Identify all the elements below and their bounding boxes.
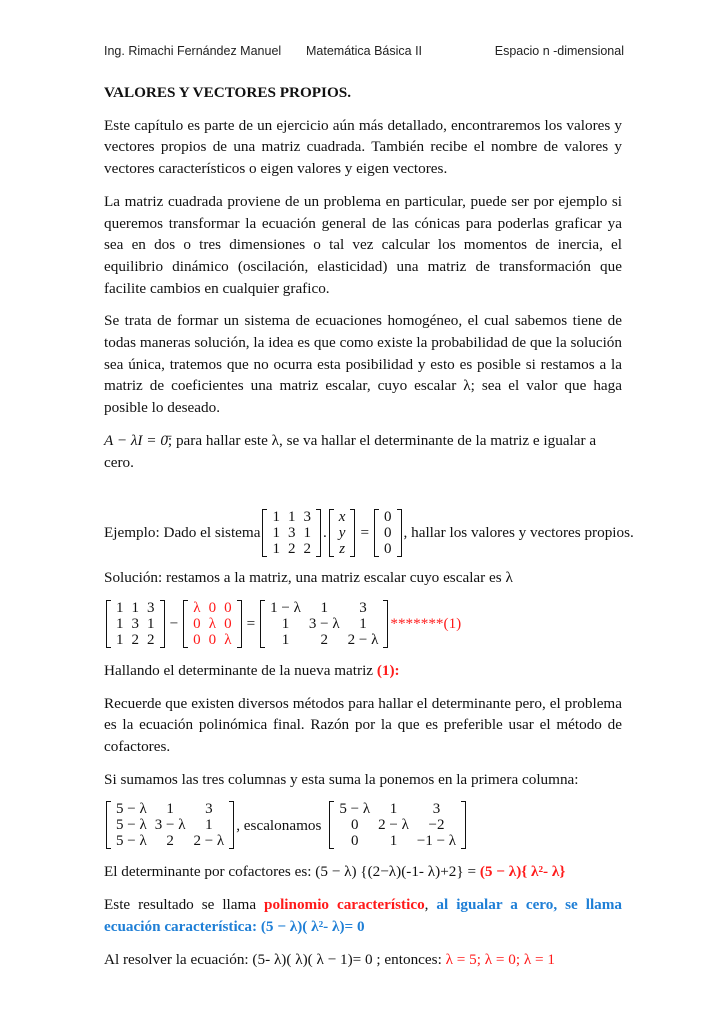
echelon-row <box>104 801 622 849</box>
characteristic-equation-text: al igualar a cero, se llama ecuación característica: (5 − λ)( λ²- λ)= 0 <box>104 896 622 935</box>
example-row <box>104 509 634 558</box>
characteristic-paragraph: Este resultado se llama polinomio característico, al igualar a cero, se llama ecuación característica: (5 − λ)( λ²- λ)= 0 <box>104 896 622 935</box>
paragraph-homogeneous: Se trata de formar un sistema de ecuaciones homogéneo, el cual sabemos tiene de todas maneras solución, la idea es que como existe la probabilidad de que la solución sea única, tratemos que no ocurra esta posibilidad y esto es posible si restamos a la matriz de coeficientes una matriz escalar, cuyo escalar λ; sea el valor que haga posible lo deseado. <box>104 312 622 417</box>
paragraph-origin: La matriz cuadrada proviene de un problema en particular, puede ser por ejemplo si queremos transformar la ecuación general de las cónicas para poderlas graficar ya sea en dos o tres dimensiones o tal vez calcular los momentos de inercia, el equilibrio dinámico (oscilación, elasticidad) una matriz de transformación que facilite cambios en cualquier grafico. <box>104 192 622 297</box>
header-author: Ing. Rimachi Fernández Manuel <box>104 44 282 58</box>
escalonamos-text: , escalonamos <box>236 816 322 834</box>
matrix-a-minus-lambda: 1 − λ 1 3 1 3 − λ 1 1 2 2 − λ <box>260 600 388 648</box>
characteristic-polynomial-term: polinomio característico <box>264 896 425 914</box>
section-title: VALORES Y VECTORES PROPIOS. <box>104 84 352 101</box>
example-suffix: , hallar los valores y vectores propios. <box>403 524 634 542</box>
solve-line: Al resolver la ecuación: (5- λ)( λ)( λ − 1)= 0 ; entonces: λ = 5; λ = 0; λ = 1 <box>104 950 555 968</box>
cofactor-result: (5 − λ){ λ²- λ} <box>479 863 566 881</box>
cofactor-line: El determinante por cofactores es: (5 − λ) {(2−λ)(-1- λ)+2} = (5 − λ){ λ²- λ} <box>104 863 566 881</box>
equals-sign: = <box>360 524 370 542</box>
equation-reference: (1): <box>376 661 400 679</box>
vector-xyz: x y z <box>329 509 356 557</box>
subtraction-row <box>104 600 622 648</box>
equation-marker: *******(1) <box>390 615 462 633</box>
example-prefix: Ejemplo: Dado el sistema <box>104 524 261 542</box>
equals-sign: = <box>246 615 256 633</box>
minus-sign: − <box>169 615 179 633</box>
eigenvalues: λ = 5; λ = 0; λ = 1 <box>445 950 555 968</box>
matrix-column-sum: 5 − λ 1 3 5 − λ 3 − λ 1 5 − λ 2 2 − λ <box>106 801 234 849</box>
document-body <box>104 82 634 981</box>
matrix-lambda-identity: λ 0 0 0 λ 0 0 0 λ <box>183 600 242 648</box>
paragraph-column-sum: Si sumamos las tres columnas y esta suma la ponemos en la primera columna: <box>104 770 579 788</box>
page-header <box>104 44 624 60</box>
matrix-echelon: 5 − λ 1 3 0 2 − λ −2 0 1 −1 − λ <box>329 801 466 849</box>
paragraph-formula <box>104 430 622 473</box>
vector-zero: 0 0 0 <box>374 509 402 557</box>
header-course: Matemática Básica II <box>306 44 423 58</box>
formula-a-lambda-i: A − λI = 0̄ <box>104 431 168 449</box>
dot-operator: . <box>322 524 327 542</box>
determinant-heading: Hallando el determinante de la nueva matriz (1): <box>104 661 400 679</box>
solution-text: Solución: restamos a la matriz, una matriz escalar cuyo escalar es λ <box>104 569 513 587</box>
matrix-a-copy: 1 1 3 1 3 1 1 2 2 <box>106 600 165 648</box>
header-topic: Espacio n -dimensional <box>494 44 624 58</box>
paragraph-intro: Este capítulo es parte de un ejercicio aún más detallado, encontraremos los valores y vectores propios de una matriz cuadrada. También recibe el nombre de valores y vectores característicos o eigen valores y eigen vectores. <box>104 116 622 178</box>
matrix-a: 1 1 3 1 3 1 1 2 2 <box>262 509 321 557</box>
formula-text: ; para hallar este λ, se va hallar el determinante de la matriz e igualar a cero. <box>104 431 597 471</box>
paragraph-methods: Recuerde que existen diversos métodos para hallar el determinante pero, el problema es la ecuación polinómica final. Razón por la que es preferible usar el método de cofactores. <box>104 694 622 756</box>
